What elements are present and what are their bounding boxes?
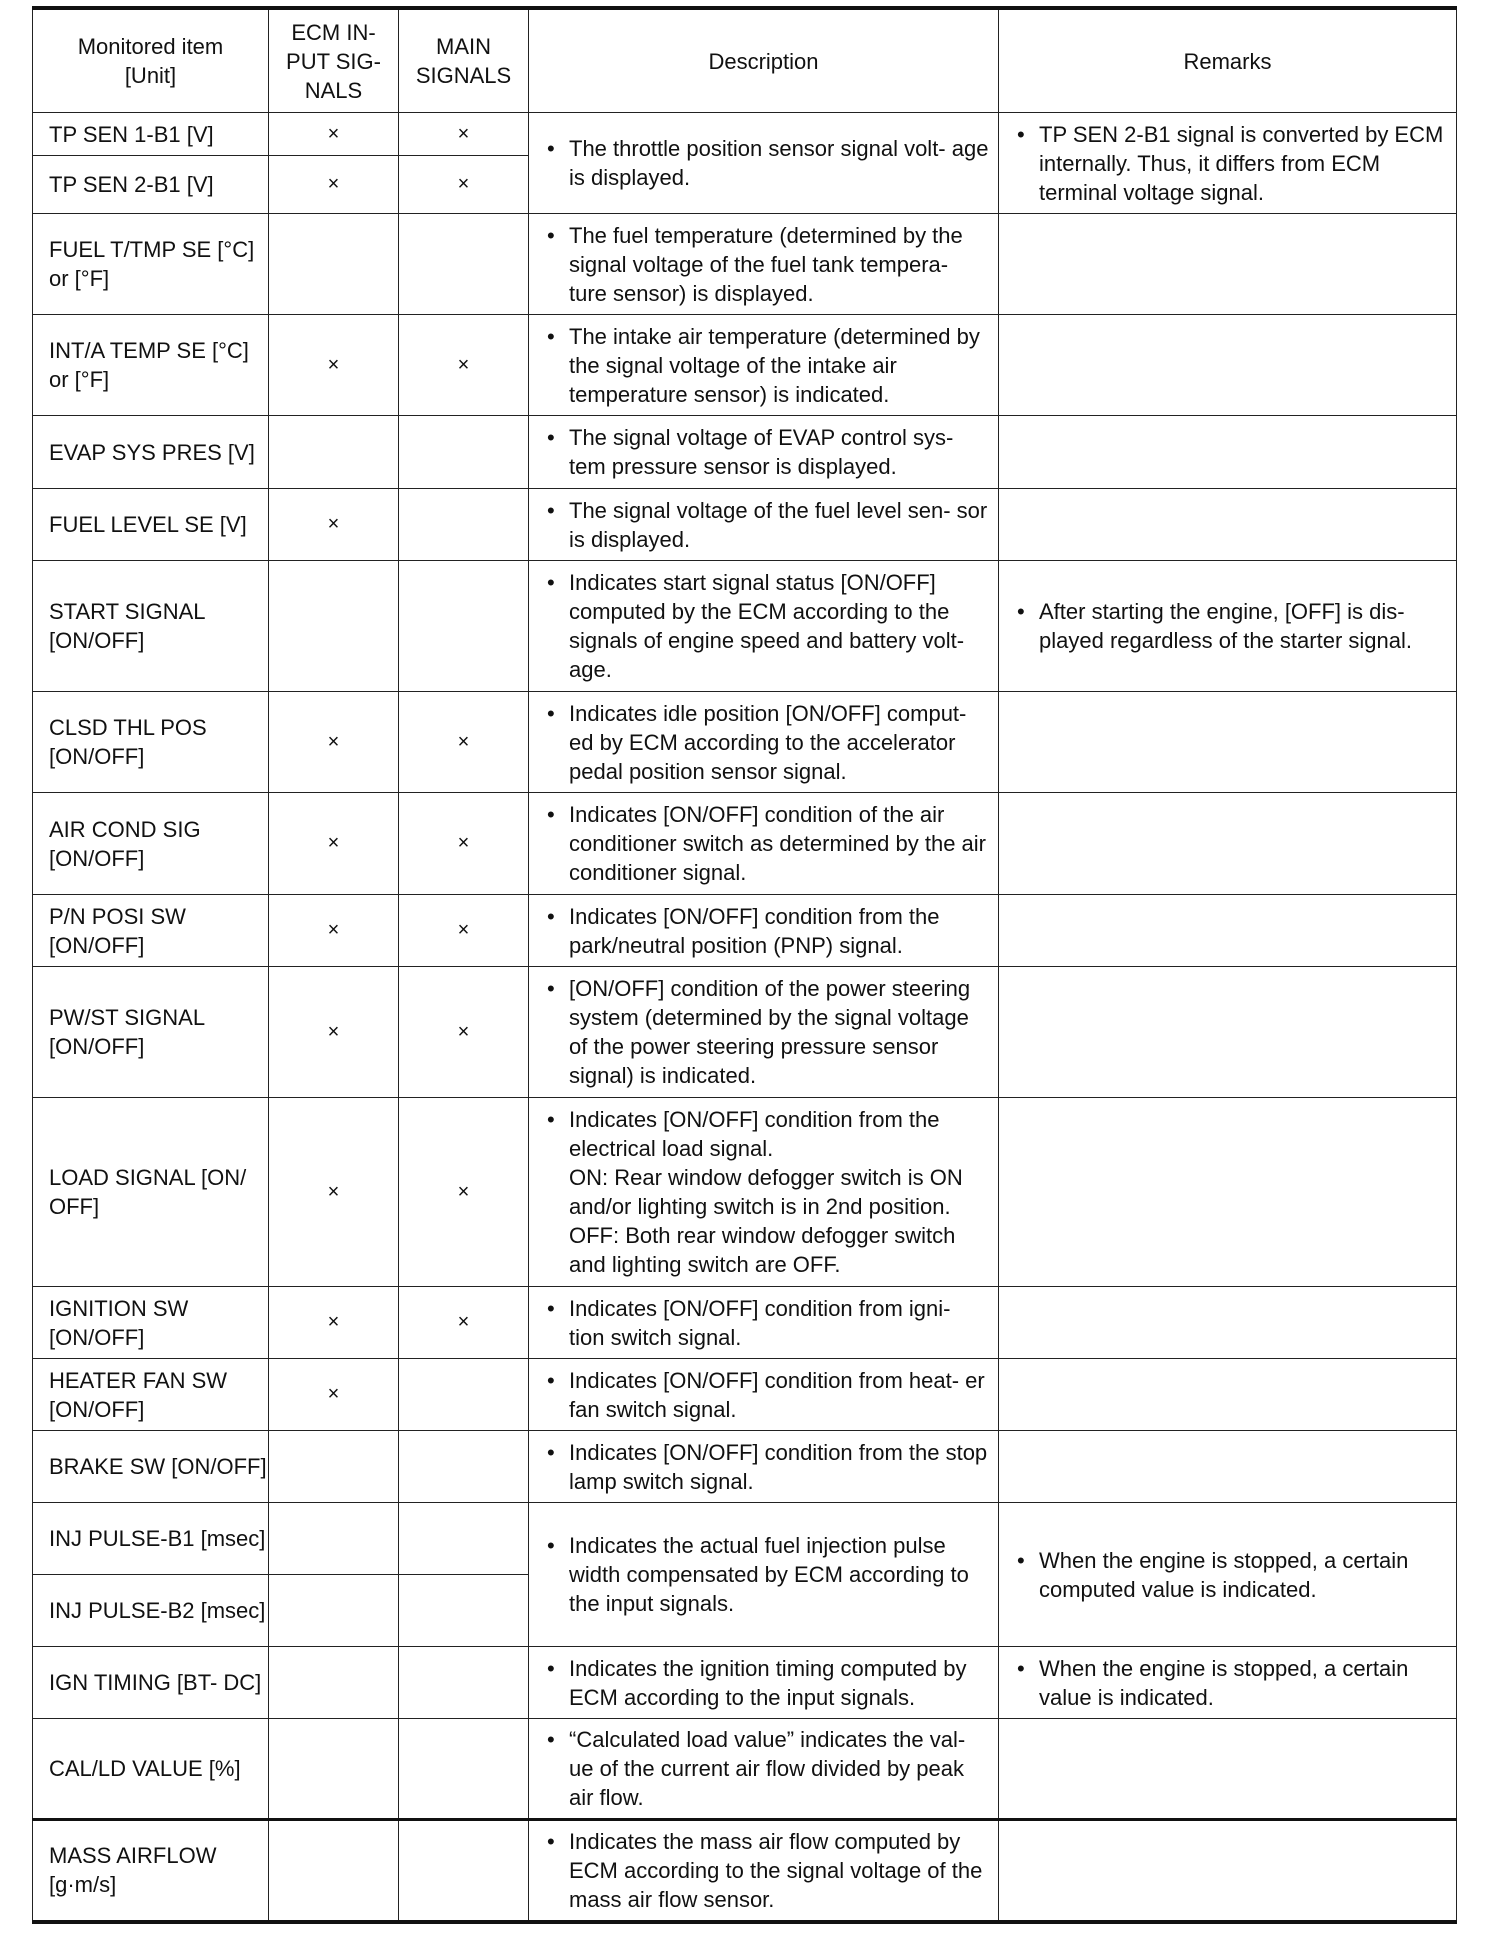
table-row: [33, 793, 1457, 895]
description-cell: [529, 561, 999, 692]
monitored-item: IGN TIMING [BT- DC]: [33, 1647, 269, 1719]
main-signal-mark: [399, 1820, 529, 1922]
ecm-input-mark: ×: [269, 793, 399, 895]
remarks-cell: [999, 315, 1457, 416]
monitored-item: IGNITION SW [ON/OFF]: [33, 1287, 269, 1359]
main-signal-mark: [399, 1719, 529, 1820]
main-signal-mark: ×: [399, 692, 529, 793]
remarks-cell: [999, 1820, 1457, 1922]
monitored-item: INJ PULSE-B1 [msec]: [33, 1503, 269, 1575]
main-signal-mark: ×: [399, 113, 529, 156]
table-row: [33, 561, 1457, 692]
ecm-input-mark: ×: [269, 315, 399, 416]
main-signal-mark: [399, 1359, 529, 1431]
ecm-input-mark: [269, 1503, 399, 1575]
header-monitored-item: Monitored item [Unit]: [33, 8, 269, 113]
description-text: • Indicates the mass air flow computed by ECM according to the signal voltage of the mass air flow sensor.: [545, 1827, 990, 1914]
monitored-item: BRAKE SW [ON/OFF]: [33, 1431, 269, 1503]
description-text: • Indicates [ON/OFF] condition from igni- tion switch signal.: [545, 1294, 990, 1352]
ecm-input-mark: ×: [269, 1287, 399, 1359]
table-row: [33, 416, 1457, 489]
ecm-input-mark: ×: [269, 1359, 399, 1431]
main-signal-mark: ×: [399, 967, 529, 1098]
description-text: • Indicates [ON/OFF] condition from heat- er fan switch signal.: [545, 1366, 990, 1424]
header-description: Description: [529, 8, 999, 113]
remarks-cell: [999, 1719, 1457, 1820]
remarks-cell: [999, 214, 1457, 315]
table-row: [33, 1719, 1457, 1820]
description-text: • The signal voltage of the fuel level sen- sor is displayed.: [545, 496, 990, 554]
table-row: [33, 1098, 1457, 1287]
monitored-item: START SIGNAL [ON/OFF]: [33, 561, 269, 692]
main-signal-mark: [399, 1647, 529, 1719]
table-row: [33, 489, 1457, 561]
ecm-input-mark: [269, 1431, 399, 1503]
remarks-text: • After starting the engine, [OFF] is dis- played regardless of the starter signal.: [1015, 597, 1448, 655]
main-signal-mark: [399, 1575, 529, 1647]
main-signal-mark: ×: [399, 315, 529, 416]
monitored-item: PW/ST SIGNAL [ON/OFF]: [33, 967, 269, 1098]
ecm-input-mark: [269, 1575, 399, 1647]
description-text: • Indicates [ON/OFF] condition of the air conditioner switch as determined by the air conditioner signal.: [545, 800, 990, 887]
description-text: • [ON/OFF] condition of the power steering system (determined by the signal voltage of the power steering pressure sensor signal) is indicated.: [545, 974, 990, 1090]
monitor-items-table: [32, 6, 1457, 1924]
remarks-cell: [999, 113, 1457, 214]
main-signal-mark: ×: [399, 1098, 529, 1287]
ecm-input-mark: [269, 1719, 399, 1820]
ecm-input-mark: ×: [269, 489, 399, 561]
description-text: • “Calculated load value” indicates the val- ue of the current air flow divided by peak air flow.: [545, 1725, 990, 1812]
description-cell: [529, 214, 999, 315]
table-row: [33, 1503, 1457, 1575]
monitored-item: P/N POSI SW [ON/OFF]: [33, 895, 269, 967]
ecm-input-mark: ×: [269, 1098, 399, 1287]
description-text: • Indicates [ON/OFF] condition from the park/neutral position (PNP) signal.: [545, 902, 990, 960]
table-row: [33, 113, 1457, 156]
remarks-cell: [999, 1287, 1457, 1359]
description-cell: [529, 1719, 999, 1820]
monitored-item: CAL/LD VALUE [%]: [33, 1719, 269, 1820]
description-text: • The intake air temperature (determined by the signal voltage of the intake air temperature sensor) is indicated.: [545, 322, 990, 409]
main-signal-mark: ×: [399, 1287, 529, 1359]
description-off-text: OFF: Both rear window defogger switch and lighting switch are OFF.: [569, 1223, 956, 1277]
monitored-item: TP SEN 2-B1 [V]: [33, 156, 269, 214]
remarks-cell: [999, 1647, 1457, 1719]
description-cell: [529, 416, 999, 489]
table-row: [33, 895, 1457, 967]
table-header-row: [33, 8, 1457, 113]
monitored-item: INT/A TEMP SE [°C] or [°F]: [33, 315, 269, 416]
ecm-input-mark: [269, 1820, 399, 1922]
table-row: [33, 1287, 1457, 1359]
ecm-input-mark: [269, 1647, 399, 1719]
description-cell: [529, 1287, 999, 1359]
main-signal-mark: ×: [399, 895, 529, 967]
monitored-item: HEATER FAN SW [ON/OFF]: [33, 1359, 269, 1431]
remarks-cell: [999, 793, 1457, 895]
main-signal-mark: [399, 416, 529, 489]
description-cell: [529, 692, 999, 793]
ecm-input-mark: [269, 214, 399, 315]
description-text: • The throttle position sensor signal volt- age is displayed.: [545, 134, 990, 192]
main-signal-mark: [399, 561, 529, 692]
table-row: [33, 1820, 1457, 1922]
header-main-signals: MAIN SIGNALS: [399, 8, 529, 113]
table-row: [33, 1359, 1457, 1431]
description-text: • Indicates start signal status [ON/OFF] computed by the ECM according to the signals of engine speed and battery volt- age.: [545, 568, 990, 684]
main-signal-mark: [399, 1431, 529, 1503]
description-text: • The fuel temperature (determined by the signal voltage of the fuel tank tempera- ture sensor) is displayed.: [545, 221, 990, 308]
remarks-cell: [999, 1359, 1457, 1431]
ecm-input-mark: [269, 561, 399, 692]
description-cell: [529, 1647, 999, 1719]
ecm-input-mark: ×: [269, 156, 399, 214]
description-cell: [529, 1431, 999, 1503]
remarks-text: • TP SEN 2-B1 signal is converted by ECM internally. Thus, it differs from ECM terminal voltage signal.: [1015, 120, 1448, 207]
ecm-input-mark: ×: [269, 967, 399, 1098]
table-row: [33, 1647, 1457, 1719]
table-row: [33, 967, 1457, 1098]
table-row: [33, 214, 1457, 315]
remarks-cell: [999, 895, 1457, 967]
description-cell: [529, 895, 999, 967]
main-signal-mark: [399, 489, 529, 561]
monitored-item: TP SEN 1-B1 [V]: [33, 113, 269, 156]
remarks-text: • When the engine is stopped, a certain computed value is indicated.: [1015, 1546, 1448, 1604]
remarks-cell: [999, 967, 1457, 1098]
monitored-item: LOAD SIGNAL [ON/ OFF]: [33, 1098, 269, 1287]
description-text: • Indicates the ignition timing computed by ECM according to the input signals.: [545, 1654, 990, 1712]
description-cell: [529, 967, 999, 1098]
description-cell: [529, 1820, 999, 1922]
ecm-input-mark: ×: [269, 895, 399, 967]
description-cell: [529, 489, 999, 561]
monitored-item: FUEL LEVEL SE [V]: [33, 489, 269, 561]
description-cell: [529, 793, 999, 895]
table-row: [33, 692, 1457, 793]
description-text: • Indicates idle position [ON/OFF] comput- ed by ECM according to the accelerator pedal position sensor signal.: [545, 699, 990, 786]
monitored-item: CLSD THL POS [ON/OFF]: [33, 692, 269, 793]
ecm-input-mark: [269, 416, 399, 489]
remarks-cell: [999, 692, 1457, 793]
description-cell: [529, 315, 999, 416]
description-cell: [529, 113, 999, 214]
description-text: • Indicates [ON/OFF] condition from the electrical load signal.: [545, 1105, 990, 1163]
monitored-item: INJ PULSE-B2 [msec]: [33, 1575, 269, 1647]
monitored-item: AIR COND SIG [ON/OFF]: [33, 793, 269, 895]
monitored-item: EVAP SYS PRES [V]: [33, 416, 269, 489]
header-remarks: Remarks: [999, 8, 1457, 113]
monitored-item: MASS AIRFLOW [g·m/s]: [33, 1820, 269, 1922]
table-row: [33, 315, 1457, 416]
remarks-cell: [999, 1098, 1457, 1287]
header-ecm-input-signals: ECM IN- PUT SIG- NALS: [269, 8, 399, 113]
remarks-cell: [999, 416, 1457, 489]
remarks-text: • When the engine is stopped, a certain value is indicated.: [1015, 1654, 1448, 1712]
description-text: • The signal voltage of EVAP control sys- tem pressure sensor is displayed.: [545, 423, 990, 481]
main-signal-mark: ×: [399, 793, 529, 895]
table-row: [33, 1431, 1457, 1503]
main-signal-mark: [399, 214, 529, 315]
main-signal-mark: [399, 1503, 529, 1575]
description-cell: [529, 1098, 999, 1287]
monitored-item: FUEL T/TMP SE [°C] or [°F]: [33, 214, 269, 315]
main-signal-mark: ×: [399, 156, 529, 214]
description-on-text: ON: Rear window defogger switch is ON and/or lighting switch is in 2nd position.: [569, 1165, 963, 1219]
description-cell: [529, 1359, 999, 1431]
remarks-cell: [999, 489, 1457, 561]
ecm-input-mark: ×: [269, 692, 399, 793]
description-text: • Indicates [ON/OFF] condition from the stop lamp switch signal.: [545, 1438, 990, 1496]
remarks-cell: [999, 561, 1457, 692]
description-text: • Indicates the actual fuel injection pulse width compensated by ECM according to the input signals.: [545, 1531, 990, 1618]
remarks-cell: [999, 1503, 1457, 1647]
remarks-cell: [999, 1431, 1457, 1503]
ecm-input-mark: ×: [269, 113, 399, 156]
description-cell: [529, 1503, 999, 1647]
